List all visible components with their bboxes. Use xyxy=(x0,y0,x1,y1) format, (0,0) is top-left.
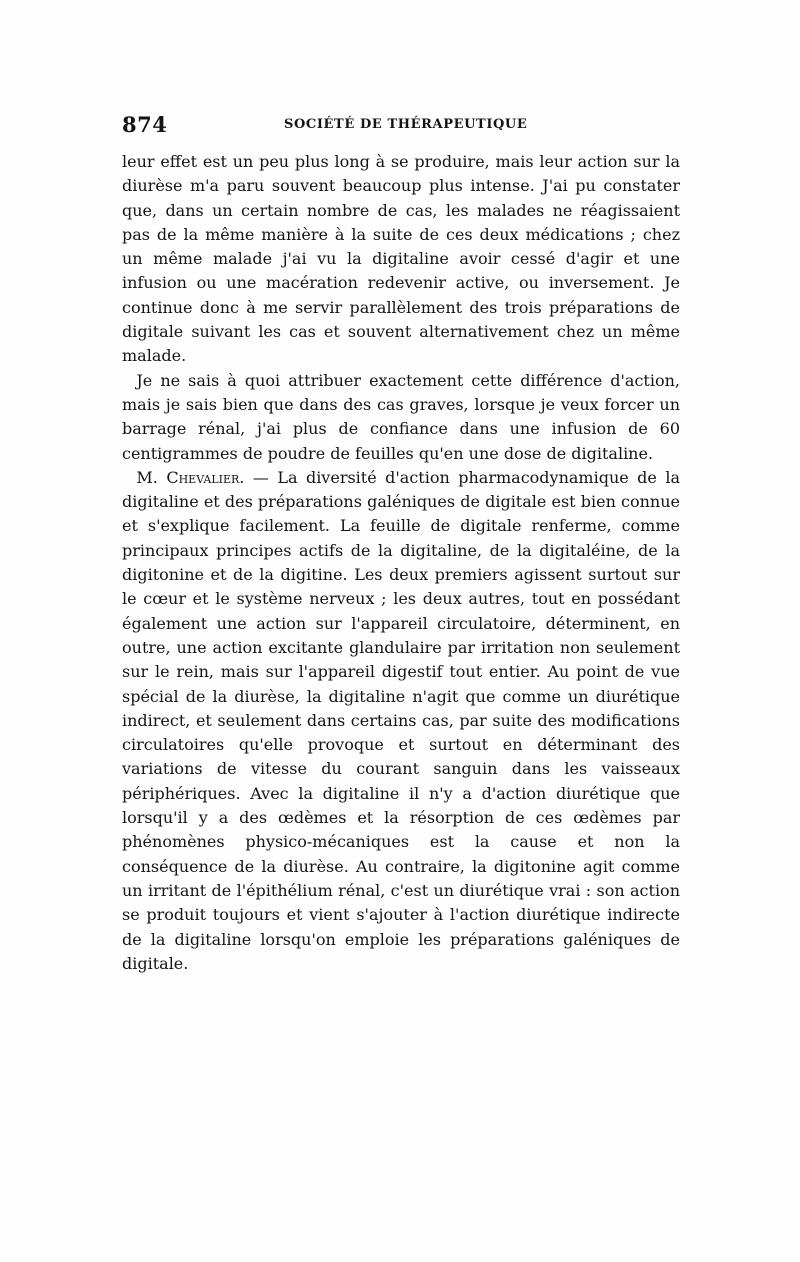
paragraph-3-text: — La diversité d'action pharmacodynamique de la digitaline et des préparations galéniques de digitale est bien connue et s'explique facilement. La feuille de digitale renferme, comme principaux principes actifs de la digitaline, de la digitaléine, de la digitonine et de la digitine. Les deux premiers agissent surtout sur le cœur et le système nerveux ; les deux autres, tout en possédant également une action sur l'appareil circulatoire, déterminent, en outre, une action excitante glandulaire par irritation non seulement sur le rein, mais sur l'appareil digestif tout entier. Au point de vue spécial de la diurèse, la digitaline n'agit que comme un diurétique indirect, et seulement dans certains cas, par suite des modifications circulatoires qu'elle provoque et surtout en déterminant des variations de vitesse du courant sanguin dans les vaisseaux périphériques. Avec la digitaline il n'y a d'action diurétique que lorsqu'il y a des œdèmes et la résorption de ces œdèmes par phénomènes physico-mécaniques est la cause et non la conséquence de la diurèse. Au contraire, la digitonine agit comme un irritant de l'épithélium rénal, c'est un diurétique vrai : son action se produit toujours et vient s'ajouter à l'action diurétique indirecte de la digitaline lorsqu'on emploie les préparations galéniques de digitale. xyxy=(122,467,681,973)
paragraph-1-text: leur effet est un peu plus long à se produire, mais leur action sur la diurèse m'a paru souvent beaucoup plus intense. J'ai pu constater que, dans un certain nombre de cas, les malades ne réagissaient pas de la même manière à la suite de ces deux médications ; chez un même malade j'ai vu la digitaline avoir cessé d'agir et une infusion ou une macération redevenir active, ou inversement. Je continue donc à me servir parallèlement des trois préparations de digitale suivant les cas et souvent alternativement chez un même malade. xyxy=(122,152,680,366)
paragraph-1 xyxy=(122,150,680,369)
paragraph-3 xyxy=(122,466,680,976)
paragraph-2-text: Je ne sais à quoi attribuer exactement cette différence d'action, mais je sais bien que dans des cas graves, lorsque je veux forcer un barrage rénal, j'ai plus de confiance dans une infusion de 60 centigrammes de poudre de feuilles qu'en une dose de digitaline. xyxy=(122,370,680,463)
running-head xyxy=(122,112,678,142)
running-title: SOCIÉTÉ DE THÉRAPEUTIQUE xyxy=(284,117,528,132)
body-text xyxy=(122,150,680,976)
page-number: 874 xyxy=(122,112,168,137)
paragraph-2 xyxy=(122,369,680,466)
speaker-name: M. Chevalier. xyxy=(136,467,245,487)
